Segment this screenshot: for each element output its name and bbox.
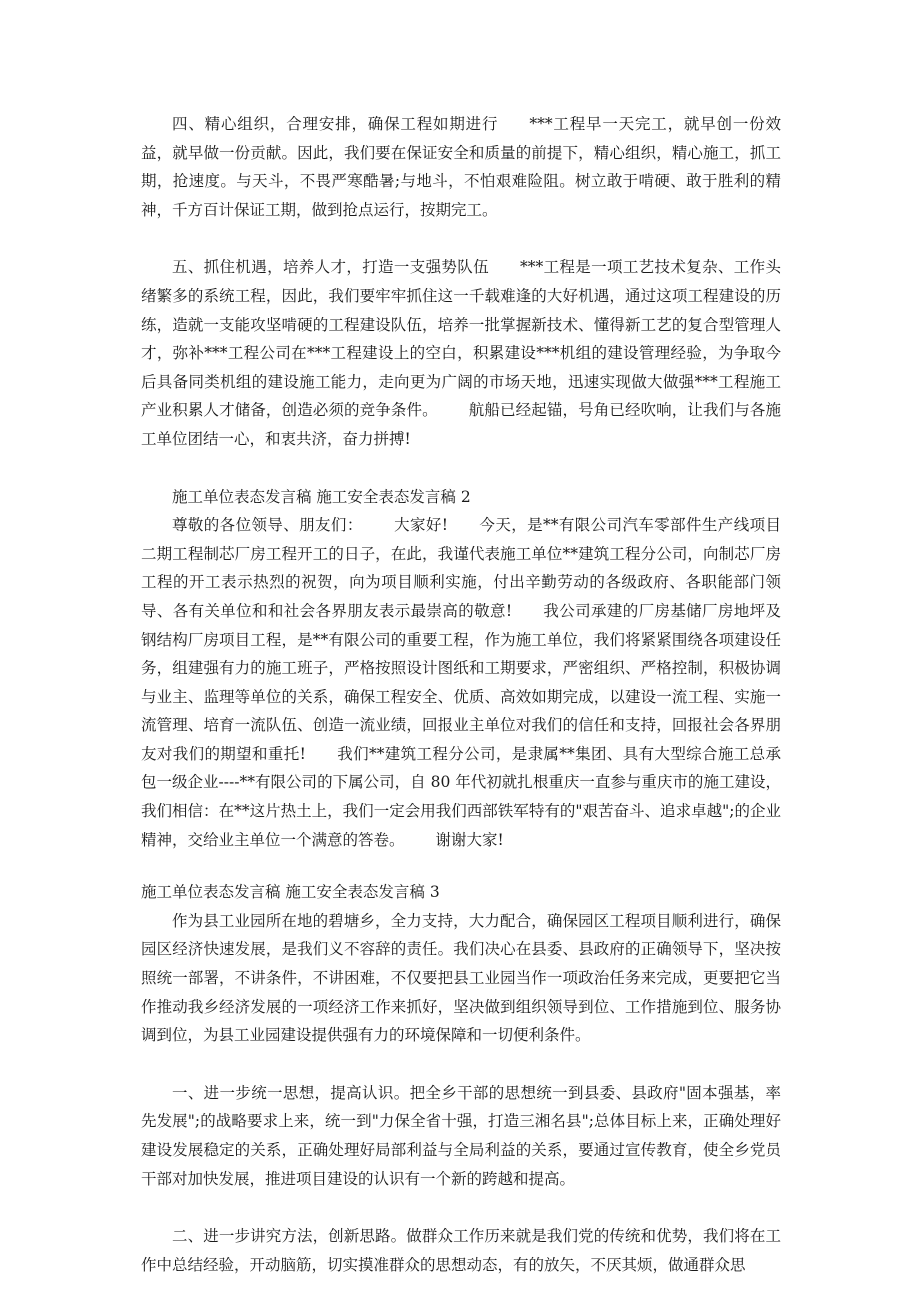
paragraph-speech-2 [141,511,781,854]
section-five-closing: 航船已经起锚，号角已经吹响，让我们与各施工单位团结一心，和衷共济，奋力拼搏! [141,401,781,448]
point-one-text: 一、进一步统一思想，提高认识。把全乡干部的思想统一到县委、县政府"固本强基，率先发展";的战略要求上来，统一到"力保全省十强，打造三湘名县";总体目标上来，正确处理好建设发展稳定的关系，正确处理好局部利益与全局利益的关系，要通过宣传教育，使全乡党员干部对加快发展，推进项目建设的认识有一个新的跨越和提高。 [141,1083,781,1188]
speech-2-thanks: 谢谢大家! [435,830,504,849]
paragraph-section-four [141,110,781,224]
speech-2-salutation: 尊敬的各位领导、朋友们： [172,516,363,535]
document-heading-2: 施工单位表态发言稿 施工安全表态发言稿 2 [172,487,471,506]
document-heading-3: 施工单位表态发言稿 施工安全表态发言稿 3 [141,883,440,902]
speech-2-opening: 今天，是**有限公司汽车零部件生产线项目二期工程制芯厂房工程开工的日子，在此，我谨代表施工单位**建筑工程分公司，向制芯厂房工程的开工表示热烈的祝贺，向为项目顺利实施，付出辛勤劳动的各级政府、各职能部门领导、各有关单位和和社会各界朋友表示最崇高的敬意! [141,516,781,620]
section-four-body: ***工程早一天完工，就早创一份效益，就早做一份贡献。因此，我们要在保证安全和质量的前提下，精心组织，精心施工，抓工期，抢速度。与天斗，不畏严寒酷暑;与地斗，不怕艰难险阻。树立敢于啃硬、敢于胜利的精神，千方百计保证工期，做到抢点运行，按期完工。 [141,115,781,219]
paragraph-point-two [141,1222,781,1279]
section-five-body: ***工程是一项工艺技术复杂、工作头绪繁多的系统工程，因此，我们要牢牢抓住这一千载难逢的大好机遇，通过这项工程建设的历练，造就一支能攻坚啃硬的工程建设队伍，培养一批掌握新技术、懂得新工艺的复合型管理人才，弥补***工程公司在***工程建设上的空白，积累建设***机组的建设管理经验，为争取今后具备同类机组的建设施工能力，走向更为广阔的市场天地，迅速实现做大做强***工程施工产业积累人才储备，创造必须的竞争条件。 [141,258,781,420]
paragraph-point-one [141,1079,781,1193]
paragraph-section-five [141,253,781,453]
point-two-text: 二、进一步讲究方法，创新思路。做群众工作历来就是我们党的传统和优势，我们将在工作中总结经验，开动脑筋，切实摸准群众的思想动态，有的放矢，不厌其烦，做通群众思 [141,1227,781,1274]
section-four-heading: 四、精心组织，合理安排，确保工程如期进行 [172,115,499,133]
document-page [141,110,781,1279]
speech-2-commitment: 我公司承建的厂房基储厂房地坪及钢结构厂房项目工程，是**有限公司的重要工程，作为施工单位，我们将紧紧围绕各项建设任务，组建强有力的施工班子，严格按照设计图纸和工期要求，严密组织、严格控制，积极协调与业主、监理等单位的关系，确保工程安全、优质、高效如期完成，以建设一流工程、实施一流管理、培育一流队伍、创造一流业绩，回报业主单位对我们的信任和支持，回报社会各界朋友对我们的期望和重托! [141,601,781,763]
speech-3-intro-text: 作为县工业园所在地的碧塘乡，全力支持，大力配合，确保园区工程项目顺利进行，确保园区经济快速发展，是我们义不容辞的责任。我们决心在县委、县政府的正确领导下，坚决按照统一部署，不讲条件，不讲困难，不仅要把县工业园当作一项政治任务来完成，更要把它当作推动我乡经济发展的一项经济工作来抓好，坚决做到组织领导到位、工作措施到位、服务协调到位，为县工业园建设提供强有力的环境保障和一切便利条件。 [141,911,781,1045]
speech-2-company: 我们**建筑工程分公司，是隶属**集团、具有大型综合施工总承包一级企业----**有限公司的下属公司，自 80 年代初就扎根重庆一直参与重庆市的施工建设，我们相信：在**这片热土上，我们一定会用我们西部铁军特有的"艰苦奋斗、追求卓越";的企业精神，交给业主单位一个满意的答卷。 [141,744,781,849]
paragraph-speech-3-intro [141,907,781,1050]
section-five-heading: 五、抓住机遇，培养人才，打造一支强势队伍 [172,258,489,277]
speech-2-greeting: 大家好! [393,516,449,535]
